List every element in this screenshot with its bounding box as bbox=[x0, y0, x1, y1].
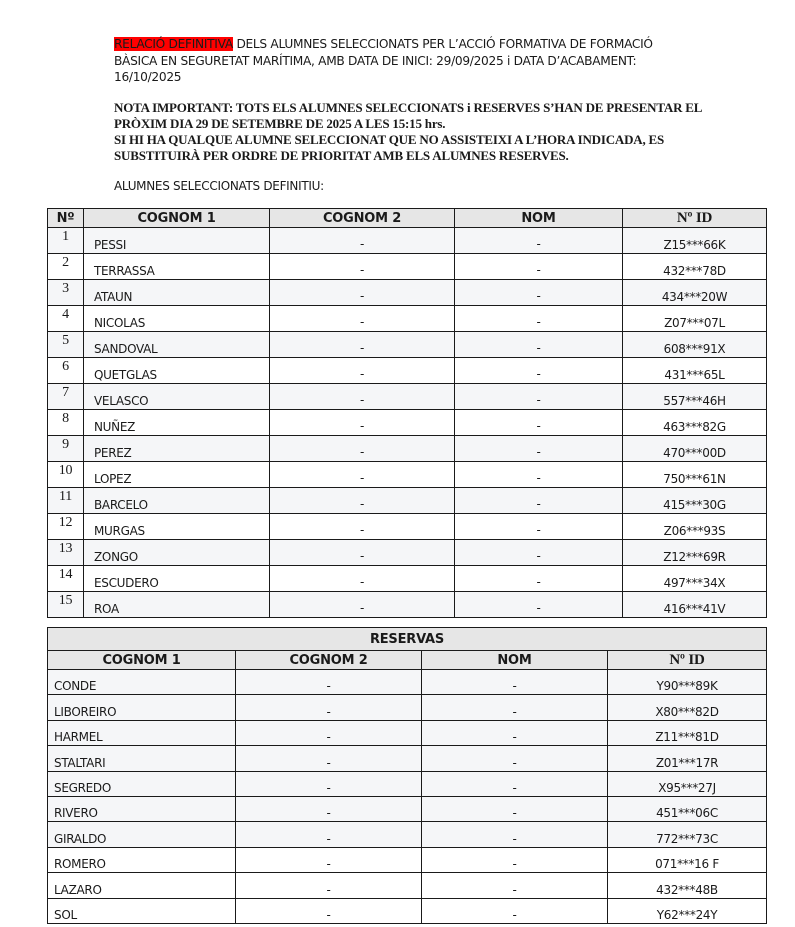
id-cell: X95***27J bbox=[608, 771, 767, 796]
id-cell: 451***06C bbox=[608, 796, 767, 821]
nom-cell: - bbox=[422, 695, 608, 720]
table-row bbox=[48, 488, 767, 514]
id-cell: Z12***69R bbox=[623, 540, 767, 566]
nom-cell: - bbox=[422, 847, 608, 872]
note-line-1: NOTA IMPORTANT: TOTS ELS ALUMNES SELECCIONATS i RESERVES S’HAN DE PRESENTAR EL PRÒXIM DIA 29 DE SETEMBRE DE 2025 A LES 15:15 hrs. bbox=[114, 100, 702, 131]
note-line-2: SI HI HA QUALQUE ALUMNE SELECCIONAT QUE NO ASSISTEIXI A L’HORA INDICADA, ES SUBSTITUIRÀ PER ORDRE DE PRIORITAT AMB ELS ALUMNES RESERVES. bbox=[114, 132, 665, 163]
cognom1-cell: TERRASSA bbox=[84, 254, 270, 280]
cognom2-cell: - bbox=[270, 540, 455, 566]
reserves-title-row bbox=[48, 628, 767, 651]
table-row bbox=[48, 796, 767, 821]
row-number: 6 bbox=[48, 358, 84, 384]
nom-cell: - bbox=[455, 488, 623, 514]
nom-cell: - bbox=[455, 514, 623, 540]
cognom1-cell: SEGREDO bbox=[48, 771, 236, 796]
cognom2-cell: - bbox=[270, 566, 455, 592]
header-id: Nº ID bbox=[623, 209, 767, 228]
cognom1-cell: NICOLAS bbox=[84, 306, 270, 332]
nom-cell: - bbox=[455, 436, 623, 462]
nom-cell: - bbox=[455, 332, 623, 358]
nom-cell: - bbox=[455, 254, 623, 280]
cognom1-cell: STALTARI bbox=[48, 746, 236, 771]
cognom2-cell: - bbox=[236, 695, 422, 720]
nom-cell: - bbox=[455, 358, 623, 384]
reserves-table bbox=[47, 627, 767, 924]
id-cell: 415***30G bbox=[623, 488, 767, 514]
id-cell: 416***41V bbox=[623, 592, 767, 618]
header-nom: NOM bbox=[455, 209, 623, 228]
cognom1-cell: SOL bbox=[48, 898, 236, 923]
cognom2-cell: - bbox=[270, 384, 455, 410]
id-cell: Z11***81D bbox=[608, 720, 767, 745]
cognom2-cell: - bbox=[270, 332, 455, 358]
cognom2-cell: - bbox=[236, 847, 422, 872]
cognom2-cell: - bbox=[270, 254, 455, 280]
table-row bbox=[48, 746, 767, 771]
id-cell: 071***16 F bbox=[608, 847, 767, 872]
table-row bbox=[48, 254, 767, 280]
cognom1-cell: GIRALDO bbox=[48, 822, 236, 847]
header-num: Nº bbox=[48, 209, 84, 228]
id-cell: Y90***89K bbox=[608, 670, 767, 695]
table-row bbox=[48, 566, 767, 592]
cognom2-cell: - bbox=[236, 670, 422, 695]
table-row bbox=[48, 771, 767, 796]
cognom1-cell: VELASCO bbox=[84, 384, 270, 410]
cognom2-cell: - bbox=[236, 796, 422, 821]
document-intro bbox=[114, 36, 674, 86]
id-cell: Z06***93S bbox=[623, 514, 767, 540]
table-row bbox=[48, 228, 767, 254]
cognom1-cell: ZONGO bbox=[84, 540, 270, 566]
id-cell: 432***48B bbox=[608, 873, 767, 898]
table-row bbox=[48, 822, 767, 847]
nom-cell: - bbox=[422, 746, 608, 771]
cognom2-cell: - bbox=[270, 592, 455, 618]
nom-cell: - bbox=[455, 280, 623, 306]
nom-cell: - bbox=[455, 306, 623, 332]
table-row bbox=[48, 358, 767, 384]
row-number: 14 bbox=[48, 566, 84, 592]
id-cell: 432***78D bbox=[623, 254, 767, 280]
header-id: Nº ID bbox=[608, 651, 767, 670]
cognom1-cell: SANDOVAL bbox=[84, 332, 270, 358]
id-cell: X80***82D bbox=[608, 695, 767, 720]
id-cell: 463***82G bbox=[623, 410, 767, 436]
nom-cell: - bbox=[455, 410, 623, 436]
row-number: 1 bbox=[48, 228, 84, 254]
table-row bbox=[48, 898, 767, 923]
cognom1-cell: MURGAS bbox=[84, 514, 270, 540]
cognom2-cell: - bbox=[236, 873, 422, 898]
reserves-title: RESERVAS bbox=[48, 628, 767, 651]
id-cell: 470***00D bbox=[623, 436, 767, 462]
nom-cell: - bbox=[455, 228, 623, 254]
cognom2-cell: - bbox=[270, 228, 455, 254]
table-row bbox=[48, 384, 767, 410]
nom-cell: - bbox=[422, 771, 608, 796]
header-cognom2: COGNOM 2 bbox=[236, 651, 422, 670]
nom-cell: - bbox=[455, 462, 623, 488]
id-cell: 497***34X bbox=[623, 566, 767, 592]
id-cell: Z15***66K bbox=[623, 228, 767, 254]
nom-cell: - bbox=[455, 384, 623, 410]
cognom1-cell: PESSI bbox=[84, 228, 270, 254]
cognom2-cell: - bbox=[270, 358, 455, 384]
row-number: 10 bbox=[48, 462, 84, 488]
cognom2-cell: - bbox=[270, 306, 455, 332]
nom-cell: - bbox=[422, 720, 608, 745]
table-row bbox=[48, 410, 767, 436]
cognom2-cell: - bbox=[270, 514, 455, 540]
table-row bbox=[48, 540, 767, 566]
nom-cell: - bbox=[422, 822, 608, 847]
cognom1-cell: QUETGLAS bbox=[84, 358, 270, 384]
cognom1-cell: ATAUN bbox=[84, 280, 270, 306]
nom-cell: - bbox=[455, 566, 623, 592]
row-number: 12 bbox=[48, 514, 84, 540]
header-cognom1: COGNOM 1 bbox=[84, 209, 270, 228]
row-number: 9 bbox=[48, 436, 84, 462]
cognom2-cell: - bbox=[270, 410, 455, 436]
cognom1-cell: ESCUDERO bbox=[84, 566, 270, 592]
nom-cell: - bbox=[422, 898, 608, 923]
cognom1-cell: NUÑEZ bbox=[84, 410, 270, 436]
header-cognom1: COGNOM 1 bbox=[48, 651, 236, 670]
row-number: 7 bbox=[48, 384, 84, 410]
cognom1-cell: CONDE bbox=[48, 670, 236, 695]
table-row bbox=[48, 873, 767, 898]
nom-cell: - bbox=[455, 540, 623, 566]
nom-cell: - bbox=[422, 873, 608, 898]
row-number: 15 bbox=[48, 592, 84, 618]
table-row bbox=[48, 670, 767, 695]
table-row bbox=[48, 332, 767, 358]
row-number: 2 bbox=[48, 254, 84, 280]
cognom1-cell: ROMERO bbox=[48, 847, 236, 872]
row-number: 11 bbox=[48, 488, 84, 514]
id-cell: Y62***24Y bbox=[608, 898, 767, 923]
cognom2-cell: - bbox=[270, 462, 455, 488]
table-row bbox=[48, 514, 767, 540]
nom-cell: - bbox=[455, 592, 623, 618]
cognom2-cell: - bbox=[236, 720, 422, 745]
row-number: 13 bbox=[48, 540, 84, 566]
cognom1-cell: RIVERO bbox=[48, 796, 236, 821]
cognom1-cell: LOPEZ bbox=[84, 462, 270, 488]
table-row bbox=[48, 847, 767, 872]
cognom1-cell: PEREZ bbox=[84, 436, 270, 462]
row-number: 5 bbox=[48, 332, 84, 358]
table-header-row bbox=[48, 209, 767, 228]
cognom2-cell: - bbox=[236, 771, 422, 796]
row-number: 8 bbox=[48, 410, 84, 436]
cognom2-cell: - bbox=[236, 822, 422, 847]
selected-heading: ALUMNES SELECCIONATS DEFINITIU: bbox=[114, 179, 324, 193]
header-cognom2: COGNOM 2 bbox=[270, 209, 455, 228]
intro-text: DELS ALUMNES SELECCIONATS PER L’ACCIÓ FORMATIVA DE FORMACIÓ BÀSICA EN SEGURETAT MARÍTIMA, AMB DATA DE INICI: 29/09/2025 i DATA D’ACABAMENT: 16/10/2025 bbox=[114, 37, 653, 84]
id-cell: Z01***17R bbox=[608, 746, 767, 771]
cognom1-cell: LIBOREIRO bbox=[48, 695, 236, 720]
table-row bbox=[48, 462, 767, 488]
nom-cell: - bbox=[422, 670, 608, 695]
cognom1-cell: HARMEL bbox=[48, 720, 236, 745]
table-row bbox=[48, 695, 767, 720]
table-row bbox=[48, 592, 767, 618]
table-row bbox=[48, 280, 767, 306]
cognom1-cell: BARCELO bbox=[84, 488, 270, 514]
id-cell: 750***61N bbox=[623, 462, 767, 488]
id-cell: Z07***07L bbox=[623, 306, 767, 332]
cognom2-cell: - bbox=[236, 898, 422, 923]
row-number: 4 bbox=[48, 306, 84, 332]
cognom1-cell: ROA bbox=[84, 592, 270, 618]
nom-cell: - bbox=[422, 796, 608, 821]
table-row bbox=[48, 306, 767, 332]
selected-students-table bbox=[47, 208, 767, 618]
id-cell: 557***46H bbox=[623, 384, 767, 410]
table-header-row bbox=[48, 651, 767, 670]
header-nom: NOM bbox=[422, 651, 608, 670]
table-row bbox=[48, 720, 767, 745]
cognom2-cell: - bbox=[236, 746, 422, 771]
id-cell: 608***91X bbox=[623, 332, 767, 358]
cognom1-cell: LAZARO bbox=[48, 873, 236, 898]
cognom2-cell: - bbox=[270, 280, 455, 306]
id-cell: 772***73C bbox=[608, 822, 767, 847]
id-cell: 434***20W bbox=[623, 280, 767, 306]
important-note bbox=[114, 100, 734, 164]
cognom2-cell: - bbox=[270, 436, 455, 462]
row-number: 3 bbox=[48, 280, 84, 306]
id-cell: 431***65L bbox=[623, 358, 767, 384]
highlighted-title: RELACIÓ DEFINITIVA bbox=[114, 37, 233, 51]
table-row bbox=[48, 436, 767, 462]
cognom2-cell: - bbox=[270, 488, 455, 514]
